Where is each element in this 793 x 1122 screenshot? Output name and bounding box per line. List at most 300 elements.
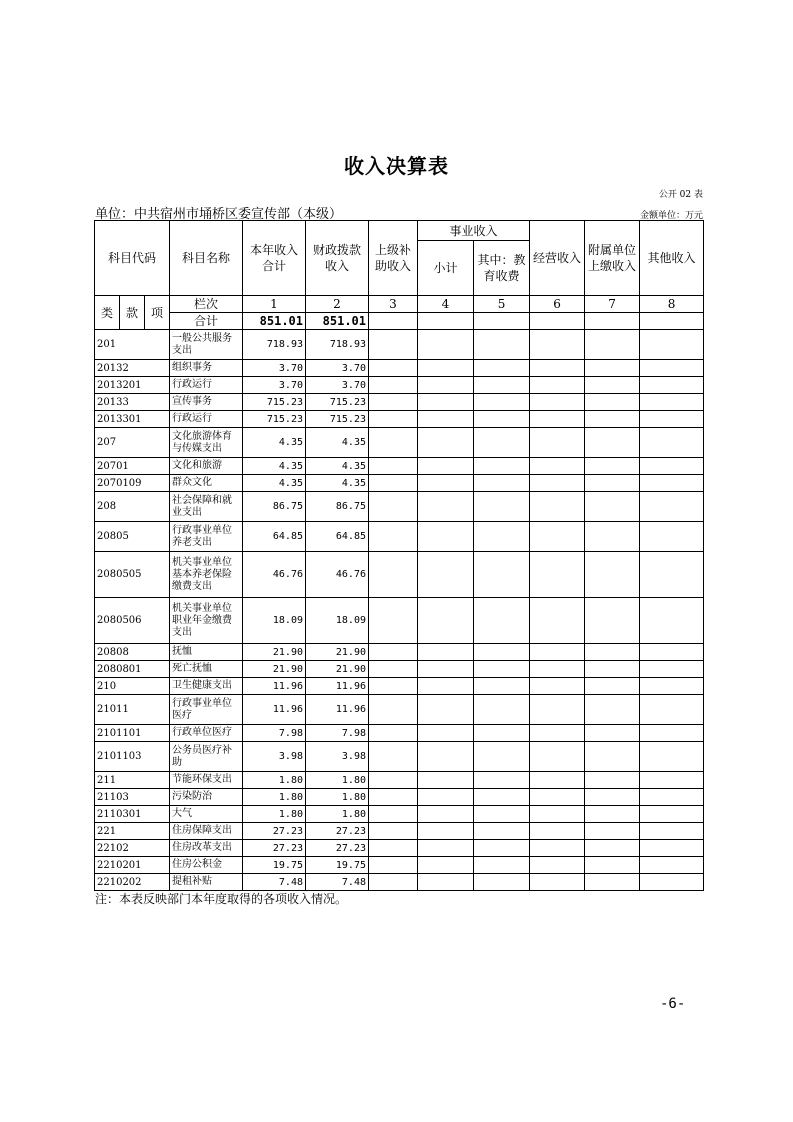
operating-income (530, 840, 585, 857)
table-row (95, 742, 704, 772)
fiscal-appropriation: 4.35 (306, 475, 369, 492)
education-fee (474, 330, 530, 360)
superior-subsidy (369, 360, 418, 377)
header-row-3 (95, 296, 704, 313)
subject-code: 2013201 (95, 377, 170, 394)
header-education-fee: 其中：教育收费 (474, 241, 530, 296)
superior-subsidy (369, 377, 418, 394)
fiscal-appropriation: 19.75 (306, 857, 369, 874)
superior-subsidy (369, 806, 418, 823)
superior-subsidy (369, 857, 418, 874)
other-income (640, 377, 704, 394)
subject-name: 行政事业单位养老支出 (170, 522, 243, 552)
subject-code: 20701 (95, 458, 170, 475)
fiscal-appropriation: 715.23 (306, 394, 369, 411)
business-subtotal (418, 492, 474, 522)
table-row (95, 475, 704, 492)
operating-income (530, 823, 585, 840)
total-income: 86.75 (243, 492, 306, 522)
total-income: 46.76 (243, 552, 306, 598)
other-income (640, 492, 704, 522)
money-unit: 金额单位：万元 (639, 211, 703, 221)
superior-subsidy (369, 695, 418, 725)
affiliated-unit (585, 661, 640, 678)
table-row (95, 772, 704, 789)
fiscal-appropriation: 3.98 (306, 742, 369, 772)
total-fiscal-value: 851.01 (306, 313, 369, 330)
table-row (95, 695, 704, 725)
header-operating-income: 经营收入 (530, 221, 585, 296)
subject-code: 2210202 (95, 874, 170, 891)
fiscal-appropriation: 4.35 (306, 428, 369, 458)
table-row (95, 725, 704, 742)
education-fee (474, 428, 530, 458)
business-subtotal (418, 598, 474, 644)
subject-name: 组织事务 (170, 360, 243, 377)
operating-income (530, 522, 585, 552)
subject-code: 20133 (95, 394, 170, 411)
operating-income (530, 458, 585, 475)
table-row (95, 377, 704, 394)
affiliated-unit (585, 411, 640, 428)
unit-line: 单位：中共宿州市埇桥区委宣传部（本级） (95, 207, 343, 222)
subject-code: 210 (95, 678, 170, 695)
superior-subsidy (369, 725, 418, 742)
affiliated-unit (585, 823, 640, 840)
header-xiang: 项 (145, 296, 170, 330)
affiliated-unit (585, 492, 640, 522)
operating-income (530, 394, 585, 411)
education-fee (474, 492, 530, 522)
education-fee (474, 661, 530, 678)
education-fee (474, 598, 530, 644)
fiscal-appropriation: 11.96 (306, 678, 369, 695)
total-income: 64.85 (243, 522, 306, 552)
subject-code: 21103 (95, 789, 170, 806)
fiscal-appropriation: 1.80 (306, 789, 369, 806)
business-subtotal (418, 695, 474, 725)
operating-income (530, 360, 585, 377)
table-row (95, 330, 704, 360)
subject-code: 221 (95, 823, 170, 840)
subject-code: 2101101 (95, 725, 170, 742)
col-num: 7 (585, 296, 640, 313)
fiscal-appropriation: 64.85 (306, 522, 369, 552)
other-income (640, 428, 704, 458)
subject-code: 21011 (95, 695, 170, 725)
business-subtotal (418, 789, 474, 806)
total-income: 21.90 (243, 661, 306, 678)
total-income: 3.70 (243, 360, 306, 377)
other-income (640, 411, 704, 428)
subject-name: 社会保障和就业支出 (170, 492, 243, 522)
table-row (95, 458, 704, 475)
superior-subsidy (369, 678, 418, 695)
affiliated-unit (585, 552, 640, 598)
operating-income (530, 598, 585, 644)
subject-name: 抚恤 (170, 644, 243, 661)
education-fee (474, 806, 530, 823)
table-row (95, 857, 704, 874)
header-subject-code: 科目代码 (95, 221, 170, 296)
superior-subsidy (369, 840, 418, 857)
total-income: 3.98 (243, 742, 306, 772)
header-fiscal-appropriation: 财政拨款收入 (306, 221, 369, 296)
other-income (640, 394, 704, 411)
subject-code: 2080505 (95, 552, 170, 598)
fiscal-appropriation: 715.23 (306, 411, 369, 428)
business-subtotal (418, 522, 474, 552)
table-row (95, 552, 704, 598)
education-fee (474, 695, 530, 725)
subject-name: 大气 (170, 806, 243, 823)
affiliated-unit (585, 725, 640, 742)
table-row (95, 360, 704, 377)
total-income: 3.70 (243, 377, 306, 394)
table-row (95, 806, 704, 823)
col-num: 3 (369, 296, 418, 313)
subject-name: 机关事业单位基本养老保险缴费支出 (170, 552, 243, 598)
subject-name: 卫生健康支出 (170, 678, 243, 695)
total-income: 7.48 (243, 874, 306, 891)
business-subtotal (418, 330, 474, 360)
subject-name: 文化旅游体育与传媒支出 (170, 428, 243, 458)
subject-name: 提租补贴 (170, 874, 243, 891)
header-other-income: 其他收入 (640, 221, 704, 296)
header-superior-subsidy: 上级补助收入 (369, 221, 418, 296)
col-num: 8 (640, 296, 704, 313)
table-row (95, 598, 704, 644)
operating-income (530, 695, 585, 725)
education-fee (474, 644, 530, 661)
operating-income (530, 806, 585, 823)
fiscal-appropriation: 7.48 (306, 874, 369, 891)
business-subtotal (418, 394, 474, 411)
fiscal-appropriation: 1.80 (306, 772, 369, 789)
fiscal-appropriation: 21.90 (306, 661, 369, 678)
fiscal-appropriation: 3.70 (306, 360, 369, 377)
business-subtotal (418, 411, 474, 428)
operating-income (530, 552, 585, 598)
business-subtotal (418, 874, 474, 891)
subject-name: 住房公积金 (170, 857, 243, 874)
operating-income (530, 411, 585, 428)
subject-name: 宣传事务 (170, 394, 243, 411)
operating-income (530, 330, 585, 360)
superior-subsidy (369, 823, 418, 840)
total-income: 27.23 (243, 823, 306, 840)
header-business-income: 事业收入 (418, 221, 530, 241)
total-income: 11.96 (243, 678, 306, 695)
other-income (640, 695, 704, 725)
subject-name: 行政运行 (170, 377, 243, 394)
total-income: 4.35 (243, 428, 306, 458)
operating-income (530, 725, 585, 742)
affiliated-unit (585, 475, 640, 492)
education-fee (474, 742, 530, 772)
business-subtotal (418, 428, 474, 458)
affiliated-unit (585, 789, 640, 806)
other-income (640, 458, 704, 475)
fiscal-appropriation: 27.23 (306, 823, 369, 840)
other-income (640, 823, 704, 840)
total-income: 1.80 (243, 789, 306, 806)
header-subject-name: 科目名称 (170, 221, 243, 296)
superior-subsidy (369, 394, 418, 411)
table-row (95, 661, 704, 678)
superior-subsidy (369, 411, 418, 428)
operating-income (530, 661, 585, 678)
business-subtotal (418, 772, 474, 789)
total-income: 7.98 (243, 725, 306, 742)
fiscal-appropriation: 4.35 (306, 458, 369, 475)
education-fee (474, 772, 530, 789)
affiliated-unit (585, 695, 640, 725)
affiliated-unit (585, 458, 640, 475)
operating-income (530, 475, 585, 492)
subject-code: 2110301 (95, 806, 170, 823)
subject-name: 文化和旅游 (170, 458, 243, 475)
col-num: 4 (418, 296, 474, 313)
education-fee (474, 857, 530, 874)
affiliated-unit (585, 377, 640, 394)
header-subtotal: 小计 (418, 241, 474, 296)
fiscal-appropriation: 86.75 (306, 492, 369, 522)
business-subtotal (418, 552, 474, 598)
business-subtotal (418, 377, 474, 394)
subject-code: 20805 (95, 522, 170, 552)
total-income: 21.90 (243, 644, 306, 661)
superior-subsidy (369, 492, 418, 522)
table-row (95, 789, 704, 806)
business-subtotal (418, 475, 474, 492)
education-fee (474, 360, 530, 377)
table-row (95, 428, 704, 458)
subject-name: 污染防治 (170, 789, 243, 806)
education-fee (474, 411, 530, 428)
total-income: 4.35 (243, 458, 306, 475)
total-income: 18.09 (243, 598, 306, 644)
subject-code: 20132 (95, 360, 170, 377)
affiliated-unit (585, 840, 640, 857)
subject-code: 22102 (95, 840, 170, 857)
business-subtotal (418, 840, 474, 857)
other-income (640, 598, 704, 644)
subject-name: 一般公共服务支出 (170, 330, 243, 360)
subject-code: 2080801 (95, 661, 170, 678)
affiliated-unit (585, 428, 640, 458)
education-fee (474, 725, 530, 742)
col-num: 1 (243, 296, 306, 313)
other-income (640, 552, 704, 598)
business-subtotal (418, 725, 474, 742)
page-number: -6- (660, 996, 686, 1012)
header-total-income: 本年收入合计 (243, 221, 306, 296)
superior-subsidy (369, 428, 418, 458)
table-row (95, 644, 704, 661)
table-row (95, 411, 704, 428)
other-income (640, 772, 704, 789)
total-row (95, 313, 704, 330)
header-row-1 (95, 221, 704, 241)
education-fee (474, 874, 530, 891)
other-income (640, 857, 704, 874)
total-label: 合计 (170, 313, 243, 330)
superior-subsidy (369, 458, 418, 475)
other-income (640, 360, 704, 377)
subject-code: 2080506 (95, 598, 170, 644)
operating-income (530, 742, 585, 772)
table-row (95, 874, 704, 891)
superior-subsidy (369, 598, 418, 644)
total-income: 4.35 (243, 475, 306, 492)
superior-subsidy (369, 644, 418, 661)
affiliated-unit (585, 772, 640, 789)
total-income: 715.23 (243, 411, 306, 428)
total-income: 27.23 (243, 840, 306, 857)
subject-code: 207 (95, 428, 170, 458)
header-lei: 类 (95, 296, 120, 330)
operating-income (530, 772, 585, 789)
subject-code: 20808 (95, 644, 170, 661)
total-income: 718.93 (243, 330, 306, 360)
education-fee (474, 394, 530, 411)
other-income (640, 330, 704, 360)
header-affiliated-unit: 附属单位上缴收入 (585, 221, 640, 296)
subject-code: 2013301 (95, 411, 170, 428)
business-subtotal (418, 742, 474, 772)
subject-code: 2210201 (95, 857, 170, 874)
other-income (640, 522, 704, 552)
operating-income (530, 377, 585, 394)
affiliated-unit (585, 678, 640, 695)
table-row (95, 840, 704, 857)
education-fee (474, 377, 530, 394)
subject-code: 208 (95, 492, 170, 522)
other-income (640, 874, 704, 891)
table-row (95, 492, 704, 522)
fiscal-appropriation: 21.90 (306, 644, 369, 661)
other-income (640, 742, 704, 772)
other-income (640, 789, 704, 806)
total-income: 715.23 (243, 394, 306, 411)
other-income (640, 475, 704, 492)
affiliated-unit (585, 874, 640, 891)
superior-subsidy (369, 330, 418, 360)
other-income (640, 840, 704, 857)
other-income (640, 644, 704, 661)
col-num: 6 (530, 296, 585, 313)
fiscal-appropriation: 1.80 (306, 806, 369, 823)
operating-income (530, 644, 585, 661)
table-row (95, 678, 704, 695)
business-subtotal (418, 360, 474, 377)
affiliated-unit (585, 522, 640, 552)
table-note: 注：本表反映部门本年度取得的各项收入情况。 (95, 892, 348, 906)
superior-subsidy (369, 789, 418, 806)
subject-name: 行政事业单位医疗 (170, 695, 243, 725)
education-fee (474, 840, 530, 857)
operating-income (530, 789, 585, 806)
affiliated-unit (585, 857, 640, 874)
total-income: 11.96 (243, 695, 306, 725)
subject-name: 住房保障支出 (170, 823, 243, 840)
other-income (640, 661, 704, 678)
affiliated-unit (585, 330, 640, 360)
education-fee (474, 475, 530, 492)
subject-name: 住房改革支出 (170, 840, 243, 857)
total-income-value: 851.01 (243, 313, 306, 330)
subject-code: 2101103 (95, 742, 170, 772)
business-subtotal (418, 458, 474, 475)
total-income: 1.80 (243, 806, 306, 823)
fiscal-appropriation: 46.76 (306, 552, 369, 598)
total-income: 19.75 (243, 857, 306, 874)
superior-subsidy (369, 772, 418, 789)
operating-income (530, 428, 585, 458)
other-income (640, 725, 704, 742)
fiscal-appropriation: 18.09 (306, 598, 369, 644)
income-table (94, 220, 704, 891)
operating-income (530, 492, 585, 522)
header-kuan: 款 (120, 296, 145, 330)
subject-name: 节能环保支出 (170, 772, 243, 789)
table-row (95, 394, 704, 411)
other-income (640, 806, 704, 823)
business-subtotal (418, 644, 474, 661)
superior-subsidy (369, 661, 418, 678)
subject-code: 2070109 (95, 475, 170, 492)
superior-subsidy (369, 742, 418, 772)
table-row (95, 823, 704, 840)
fiscal-appropriation: 27.23 (306, 840, 369, 857)
education-fee (474, 678, 530, 695)
subject-name: 死亡抚恤 (170, 661, 243, 678)
subject-code: 201 (95, 330, 170, 360)
col-num: 5 (474, 296, 530, 313)
table-row (95, 522, 704, 552)
fiscal-appropriation: 3.70 (306, 377, 369, 394)
subject-name: 行政单位医疗 (170, 725, 243, 742)
table-body (95, 221, 704, 891)
education-fee (474, 789, 530, 806)
subject-code: 211 (95, 772, 170, 789)
business-subtotal (418, 678, 474, 695)
superior-subsidy (369, 475, 418, 492)
fiscal-appropriation: 11.96 (306, 695, 369, 725)
page-title: 收入决算表 (344, 154, 449, 178)
business-subtotal (418, 806, 474, 823)
affiliated-unit (585, 598, 640, 644)
education-fee (474, 552, 530, 598)
form-code: 公开 02 表 (658, 190, 703, 200)
affiliated-unit (585, 360, 640, 377)
education-fee (474, 458, 530, 475)
subject-name: 机关事业单位职业年金缴费支出 (170, 598, 243, 644)
operating-income (530, 857, 585, 874)
affiliated-unit (585, 806, 640, 823)
superior-subsidy (369, 522, 418, 552)
affiliated-unit (585, 644, 640, 661)
header-row-no: 栏次 (170, 296, 243, 313)
affiliated-unit (585, 394, 640, 411)
col-num: 2 (306, 296, 369, 313)
operating-income (530, 678, 585, 695)
business-subtotal (418, 661, 474, 678)
affiliated-unit (585, 742, 640, 772)
business-subtotal (418, 823, 474, 840)
fiscal-appropriation: 718.93 (306, 330, 369, 360)
